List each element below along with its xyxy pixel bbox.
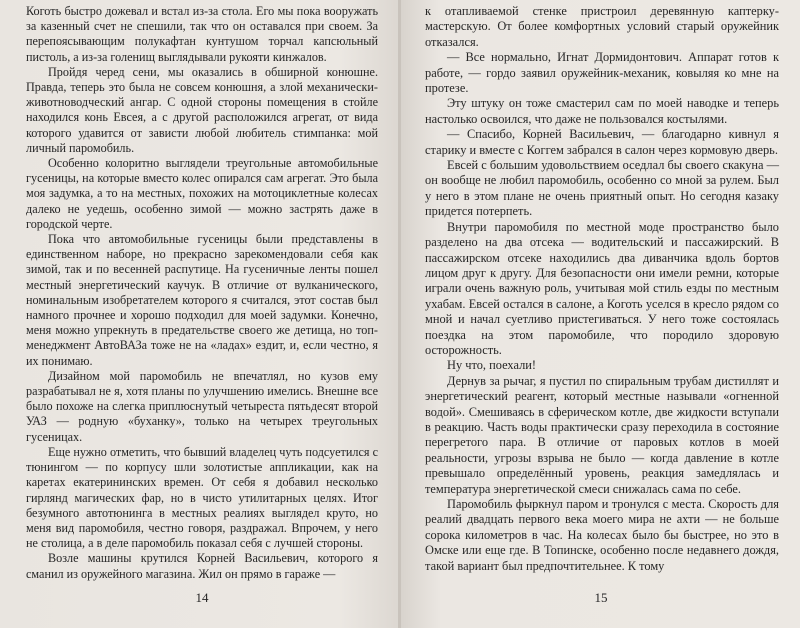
paragraph: Коготь быстро дожевал и встал из-за стола. Его мы пока вооружать за казенный счет не спешили, так что он оставался при своем. За перепоясывающим полукафтан кунтушом торчал капсюльный пистоль, а из-за голенищ выглядывали рукояти кинжалов. bbox=[26, 4, 378, 64]
paragraph: к отапливаемой стенке пристроил деревянную каптерку-мастерскую. От более комфортных условий старый оружейник отказался. bbox=[425, 4, 779, 49]
right-page-text bbox=[425, 4, 779, 574]
page-number: 14 bbox=[195, 590, 209, 605]
paragraph: — Спасибо, Корней Васильевич, — благодарно кивнул я старику и вместе с Коггем забрался в салон через кормовую дверь. bbox=[425, 127, 779, 157]
paragraph: Особенно колоритно выглядели треугольные автомобильные гусеницы, на которые вместо колес опирался сам агрегат. Это была моя задумка, а то на местных, похожих на мотоциклетные колесах далеко не уедешь, особенно зимой — можно застрять даже в городской черте. bbox=[26, 156, 378, 231]
paragraph: Паромобиль фыркнул паром и тронулся с места. Скорость для реалий двадцать первого века моего мира не ахти — не больше сорока километров в час. На колесах было бы быстрее, но это в Омске или еще где. В Топинске, особенно после недавнего дождя, такой вариант был предпочтительнее. К тому bbox=[425, 497, 779, 573]
paragraph: — Все нормально, Игнат Дормидонтович. Аппарат готов к работе, — гордо заявил оружейник-механик, ковыляя ко мне на протезе. bbox=[425, 50, 779, 96]
paragraph: Эту штуку он тоже смастерил сам по моей наводке и теперь настолько освоился, что даже не пользовался костылями. bbox=[425, 96, 779, 126]
paragraph: Пока что автомобильные гусеницы были представлены в единственном наборе, но прекрасно зарекомендовали себя как зимой, так и по весенней распутице. На гусеничные ленты пошел местный энергетический каучук. В отличие от вулканического, номинальным изобретателем которого я считался, этот состав был намного прочнее и хорошо подходил для моей задумки. Конечно, меня можно упрекнуть в предательстве своего же детища, но топ-менеджмент АвтоВАЗа тоже не на «ладах» ездит, и, если честно, я их понимаю. bbox=[26, 232, 378, 368]
paragraph: Ну что, поехали! bbox=[447, 358, 537, 373]
left-page-text bbox=[26, 4, 378, 582]
paragraph: Пройдя черед сени, мы оказались в обширной конюшне. Правда, теперь это была не совсем конюшня, а злой механически-животноводческий ангар. С одной стороны помещения в стойле находился конь Евсея, а с другой расположился агрегат, от вида которого удавится от зависти любой любитель стимпанка: мой личный паромобиль. bbox=[26, 64, 378, 155]
paragraph: Еще нужно отметить, что бывший владелец чуть подсуетился с тюнингом — по корпусу шли золотистые аппликации, как на каретах екатерининских времен. От себя я добавил несколько гирлянд магических фар, но в чисто утилитарных целях. Итог безумного автотюнинга в местных реалиях выглядел круто, но меня вид паромобиля, честно говоря, раздражал. Впрочем, у него не столица, а в деле паромобиль показал себя с лучшей стороны. bbox=[26, 444, 378, 551]
paragraph: Дернув за рычаг, я пустил по спиральным трубам дистиллят и энергетический реагент, который местные называли «огненной водой». Смешиваясь в сферическом котле, две жидкости вступали в реакцию. Часть воды практически сразу переходила в состояние перегретого пара. В отличие от паровых котлов в моей реальности, угрозы взрыва не было — когда давление в котле превышало определённый уровень, реакция замедлялась и температура энергетической смеси снижалась сама по себе. bbox=[425, 373, 779, 496]
paragraph: Евсей с большим удовольствием оседлал бы своего скакуна — он вообще не любил паромобиль, особенно со мной за рулем. Был у него в этом плане не очень приятный опыт. Но сегодня казаку придется потерпеть. bbox=[425, 158, 779, 219]
page-number: 15 bbox=[594, 590, 608, 605]
left-page bbox=[0, 0, 399, 628]
paragraph: Возле машины крутился Корней Васильевич, которого я сманил из оружейного магазина. Жил он прямо в гараже — bbox=[26, 551, 378, 581]
right-page bbox=[401, 0, 800, 628]
paragraph: Внутри паромобиля по местной моде пространство было разделено на два отсека — водительский и пассажирский. В пассажирском отсеке находились два диванчика вдоль бортов лицом друг к другу. Для безопасности они имели ремни, которые играли очень важную роль, учитывая мой стиль езды по местным ухабам. Евсей остался в салоне, а Коготь уселся в кресло рядом со мной и начал суетливо пристегиваться. У него тоже состоялась поездка на этом паромобиле, что породило здоровую осторожность. bbox=[425, 219, 779, 357]
paragraph: Дизайном мой паромобиль не впечатлял, но кузов ему разрабатывал не я, хотя планы по улучшению имелись. Внешне все было похоже на слегка приплюснутый четыреста пятьдесят второй УАЗ — родную «буханку», только на четырех треугольных гусеницах. bbox=[26, 368, 378, 444]
